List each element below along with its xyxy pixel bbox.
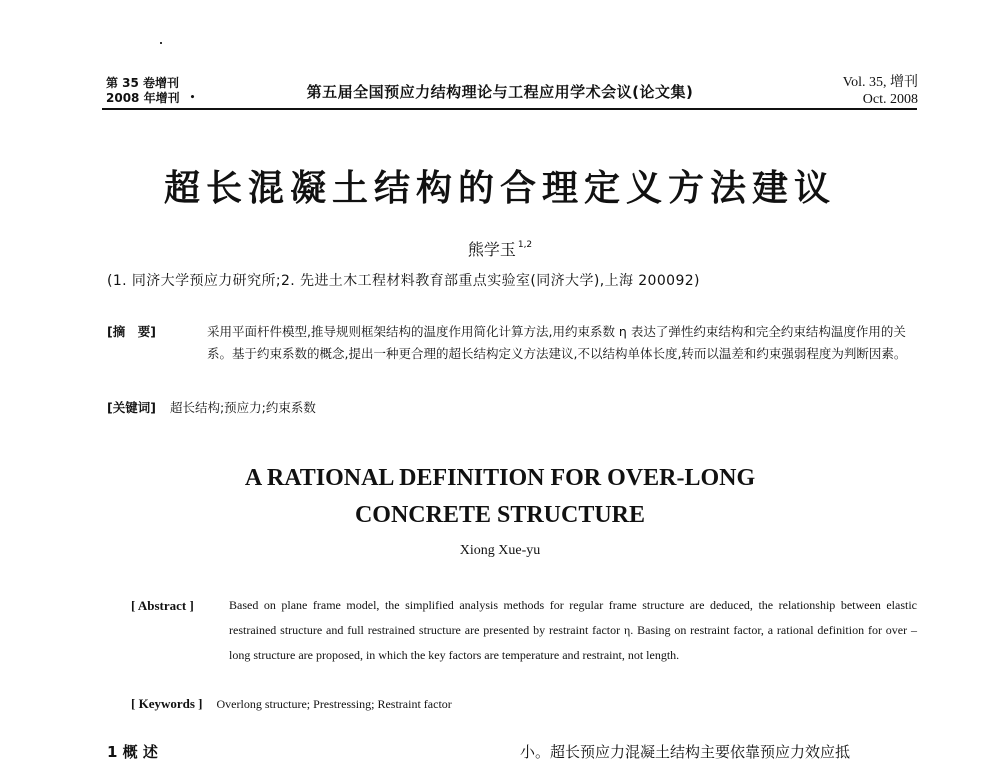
journal-volume-line1: 第 35 卷增刊 <box>106 76 180 90</box>
keywords-en-text: Overlong structure; Prestressing; Restraint factor <box>216 697 452 711</box>
affiliation-cn: (1. 同济大学预应力研究所;2. 先进土木工程材料教育部重点实验室(同济大学),上海 200092) <box>107 273 700 289</box>
journal-issue-line1: Vol. 35, 增刊 <box>842 75 918 90</box>
scan-speck <box>160 42 162 44</box>
journal-issue-line2: Oct. 2008 <box>862 92 918 107</box>
running-header-title: 第五届全国预应力结构理论与工程应用学术会议(论文集) <box>306 83 694 101</box>
journal-issue <box>843 74 918 108</box>
keywords-cn-text: 超长结构;预应力;约束系数 <box>169 400 316 415</box>
author-cn-name: 熊学玉 <box>467 240 516 259</box>
journal-volume-line2: 2008 年增刊 <box>106 91 180 105</box>
paper-title-en-line2: CONCRETE STRUCTURE <box>354 502 646 528</box>
header-rule <box>102 108 917 110</box>
keywords-cn-label: [关键词] <box>107 400 156 415</box>
abstract-en-text: Based on plane frame model, the simplified analysis methods for regular frame structure are deduced, the relationship between elastic restrained structure and full restrained structure are presented by restraint factor η. Basing on restraint factor, a rational definition for over – long structure are proposed, in which the key factors are temperature and restraint, not length. <box>229 598 917 662</box>
keywords-cn <box>107 398 316 416</box>
abstract-cn-label: [摘 要] <box>107 324 156 339</box>
keywords-en <box>131 696 452 712</box>
paper-title-en <box>0 460 1000 534</box>
bullet-mark: • <box>189 93 196 103</box>
paper-title-cn: 超长混凝土结构的合理定义方法建议 <box>163 167 836 209</box>
keywords-en-label: [ Keywords ] <box>131 696 203 711</box>
paper-title-en-line1: A RATIONAL DEFINITION FOR OVER-LONG <box>244 465 756 491</box>
author-en: Xiong Xue-yu <box>459 543 541 558</box>
author-cn <box>0 237 1000 260</box>
abstract-en-label: [ Abstract ] <box>131 598 194 613</box>
abstract-cn-text: 采用平面杆件模型,推导规则框架结构的温度作用简化计算方法,用约束系数 η 表达了弹性约束结构和完全约束结构温度作用的关系。基于约束系数的概念,提出一种更合理的超长结构定义方法建议,不以结构单体长度,转而以温差和约束强弱程度为判断因素。 <box>207 324 907 361</box>
section-heading-1: 1 概 述 <box>107 743 158 761</box>
author-cn-affil-marks: 1,2 <box>517 240 533 250</box>
right-column-text: 小。超长预应力混凝土结构主要依靠预应力效应抵 <box>520 743 851 761</box>
